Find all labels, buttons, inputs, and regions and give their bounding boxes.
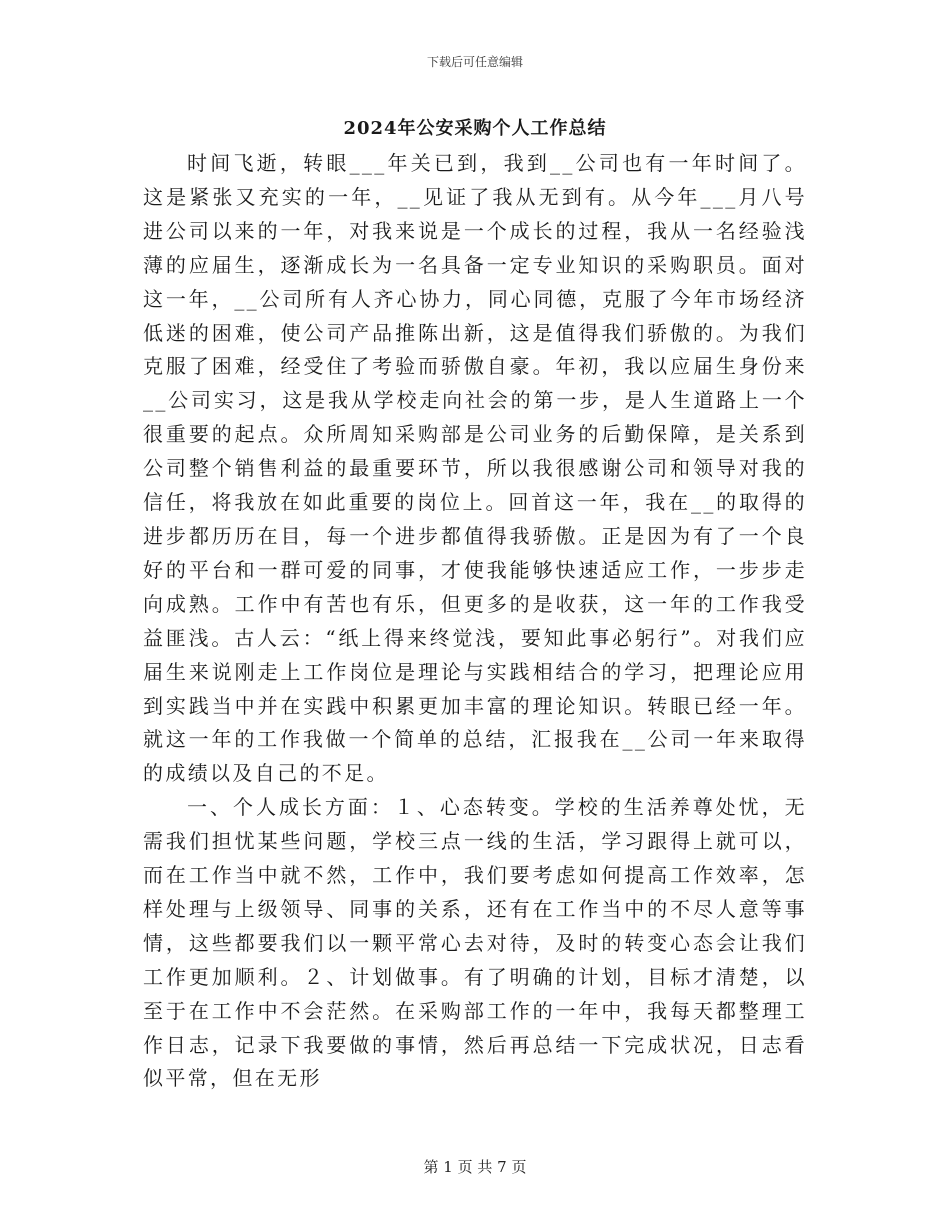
document-body (143, 147, 807, 1096)
page-number: 第 1 页 共 7 页 (423, 1158, 527, 1176)
paragraph-2: 一、个人成长方面：１、心态转变。学校的生活养尊处忧，无需我们担忧某些问题，学校三点一线的生活，学习跟得上就可以，而在工作当中就不然，工作中，我们要考虑如何提高工作效率，怎样处理与上级领导、同事的关系，还有在工作当中的不尽人意等事情，这些都要我们以一颗平常心去对待，及时的转变心态会让我们工作更加顺利。２、计划做事。有了明确的计划，目标才清楚，以至于在工作中不会茫然。在采购部工作的一年中，我每天都整理工作日志，记录下我要做的事情，然后再总结一下完成状况，日志看似平常，但在无形 (143, 795, 807, 1091)
document-title: 2024年公安采购个人工作总结 (343, 118, 607, 139)
paragraph-1: 时间飞逝，转眼___年关已到，我到__公司也有一年时间了。这是紧张又充实的一年，__见证了我从无到有。从今年___月八号进公司以来的一年，对我来说是一个成长的过程，我从一名经验浅薄的应届生，逐渐成长为一名具备一定专业知识的采购职员。面对这一年，__公司所有人齐心协力，同心同德，克服了今年市场经济低迷的困难，使公司产品推陈出新，这是值得我们骄傲的。为我们克服了困难，经受住了考验而骄傲自豪。年初，我以应届生身份来__公司实习，这是我从学校走向社会的第一步，是人生道路上一个很重要的起点。众所周知采购部是公司业务的后勤保障，是关系到公司整个销售利益的最重要环节，所以我很感谢公司和领导对我的信任，将我放在如此重要的岗位上。回首这一年，我在__的取得的进步都历历在目，每一个进步都值得我骄傲。正是因为有了一个良好的平台和一群可爱的同事，才使我能够快速适应工作，一步步走向成熟。工作中有苦也有乐，但更多的是收获，这一年的工作我受益匪浅。古人云：“纸上得来终觉浅，要知此事必躬行”。对我们应届生来说刚走上工作岗位是理论与实践相结合的学习，把理论应用到实践当中并在实践中积累更加丰富的理论知识。转眼已经一年。就这一年的工作我做一个简单的总结，汇报我在__公司一年来取得的成绩以及自己的不足。 (143, 151, 807, 786)
header-note: 下载后可任意编辑 (426, 55, 523, 69)
